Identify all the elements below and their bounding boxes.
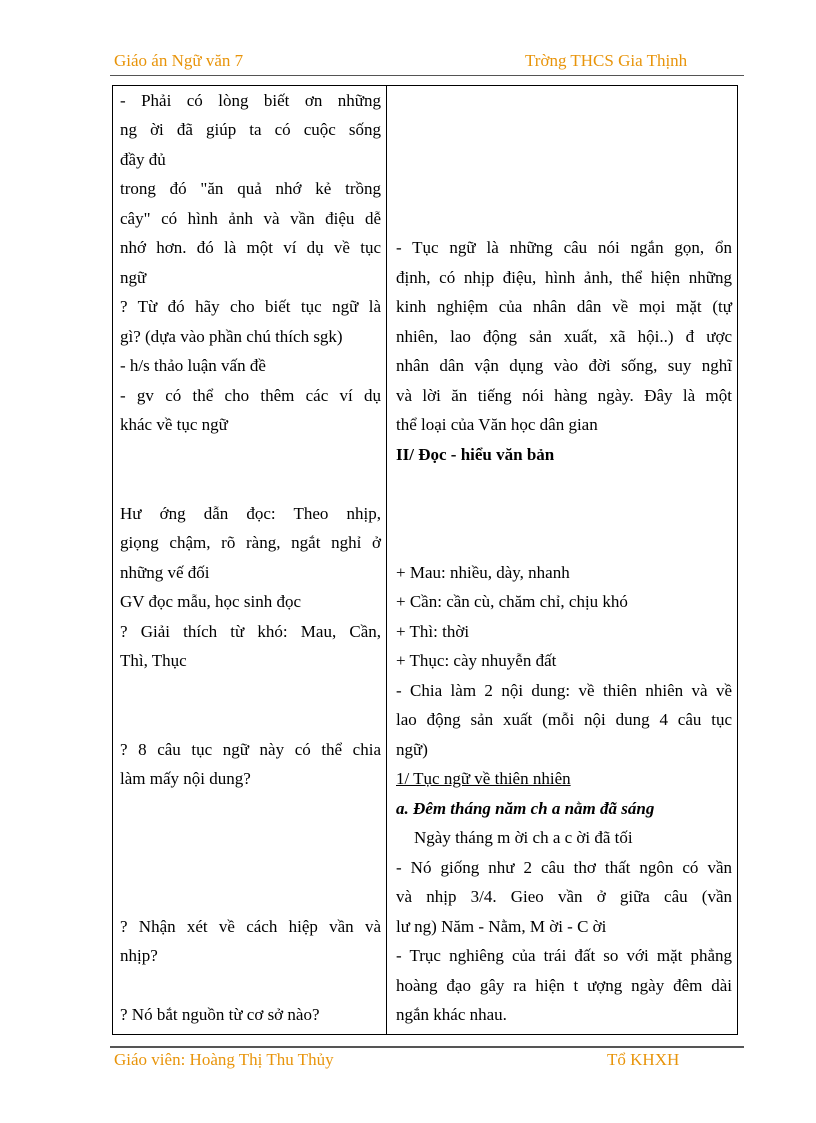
right-line: + Thục: cày nhuyễn đất bbox=[396, 651, 557, 670]
column-divider bbox=[386, 86, 387, 1034]
left-line: Hư ớng dẫn đọc: Theo nhịp, bbox=[120, 504, 381, 523]
right-line: thể loại của Văn học dân gian bbox=[396, 415, 598, 434]
left-line: gì? (dựa vào phần chú thích sgk) bbox=[120, 327, 343, 346]
left-line: ng ời đã giúp ta có cuộc sống bbox=[120, 120, 381, 139]
header-school: Trờng THCS Gia Thịnh bbox=[525, 51, 688, 70]
right-line: + Thì: thời bbox=[396, 622, 470, 641]
left-line: ? Nó bắt nguồn từ cơ sở nào? bbox=[120, 1005, 320, 1024]
left-line: Thì, Thục bbox=[120, 651, 187, 670]
lesson-table bbox=[112, 85, 738, 1035]
left-line: cây" có hình ảnh và vần điệu dễ bbox=[120, 209, 381, 228]
right-line: nhiên, lao động sản xuất, xã hội..) đ ược bbox=[396, 327, 732, 346]
subsection-heading bbox=[396, 764, 732, 794]
right-line: ngữ) bbox=[396, 740, 428, 759]
right-line: hoàng đạo gây ra hiện t ượng ngày đêm dài bbox=[396, 976, 732, 995]
left-line: khác về tục ngữ bbox=[120, 415, 228, 434]
right-line: và nhịp 3/4. Gieo vần ở giữa câu (vần bbox=[396, 887, 732, 906]
right-line: - Trục nghiêng của trái đất so với mặt phẳng bbox=[396, 946, 732, 965]
right-line: - Tục ngữ là những câu nói ngắn gọn, ổn bbox=[396, 238, 732, 257]
teacher-activity-column bbox=[120, 86, 381, 1034]
left-line: ? Giải thích từ khó: Mau, Cần, bbox=[120, 622, 381, 641]
left-line: những vế đối bbox=[120, 563, 210, 582]
header-subject: Giáo án Ngữ văn 7 bbox=[114, 51, 244, 70]
left-line: giọng chậm, rõ ràng, ngắt nghỉ ở bbox=[120, 533, 381, 552]
right-line: - Nó giống như 2 câu thơ thất ngôn có vần bbox=[396, 858, 732, 877]
proverb-title: a. Đêm tháng năm ch a nằm đã sáng bbox=[396, 799, 655, 818]
left-line: đầy đủ bbox=[120, 150, 166, 169]
left-line: - Phải có lòng biết ơn những bbox=[120, 91, 381, 110]
footer-teacher: Giáo viên: Hoàng Thị Thu Thủy bbox=[114, 1050, 334, 1069]
right-line: và lời ăn tiếng nói hàng ngày. Đây là một bbox=[396, 386, 732, 405]
left-line: ? Nhận xét về cách hiệp vần và bbox=[120, 917, 381, 936]
right-line: + Cần: cần cù, chăm chỉ, chịu khó bbox=[396, 592, 628, 611]
left-line: GV đọc mẫu, học sinh đọc bbox=[120, 592, 301, 611]
footer-department: Tổ KHXH bbox=[607, 1050, 680, 1069]
subsection-heading-text: 1/ Tục ngữ về thiên nhiên bbox=[396, 769, 571, 788]
right-line: lao động sản xuất (mỗi nội dung 4 câu tục bbox=[396, 710, 732, 729]
left-line: - gv có thể cho thêm các ví dụ bbox=[120, 386, 381, 405]
right-line: định, có nhịp điệu, hình ảnh, thể hiện những bbox=[396, 268, 732, 287]
right-line: lư ng) Năm - Nằm, M ời - C ời bbox=[396, 917, 607, 936]
left-line: nhịp? bbox=[120, 946, 158, 965]
content-column bbox=[396, 86, 732, 1034]
right-line: ngắn khác nhau. bbox=[396, 1005, 507, 1024]
left-line: ? 8 câu tục ngữ này có thể chia bbox=[120, 740, 381, 759]
left-line: làm mấy nội dung? bbox=[120, 769, 251, 788]
proverb-line: Ngày tháng m ời ch a c ời đã tối bbox=[414, 828, 633, 847]
right-line: + Mau: nhiều, dày, nhanh bbox=[396, 563, 570, 582]
header-divider bbox=[110, 75, 744, 76]
left-line: ? Từ đó hãy cho biết tục ngữ là bbox=[120, 297, 381, 316]
left-line: nhớ hơn. đó là một ví dụ về tục bbox=[120, 238, 381, 257]
section-heading: II/ Đọc - hiểu văn bản bbox=[396, 445, 555, 464]
right-line: nhân dân vận dụng vào đời sống, suy nghĩ bbox=[396, 356, 732, 375]
right-line: - Chia làm 2 nội dung: về thiên nhiên và về bbox=[396, 681, 732, 700]
left-line: ngữ bbox=[120, 268, 147, 287]
left-line: - h/s thảo luận vấn đề bbox=[120, 356, 266, 375]
left-line: trong đó "ăn quả nhớ kẻ trồng bbox=[120, 179, 381, 198]
footer-divider bbox=[110, 1046, 744, 1048]
right-line: kinh nghiệm của nhân dân về mọi mặt (tự bbox=[396, 297, 732, 316]
